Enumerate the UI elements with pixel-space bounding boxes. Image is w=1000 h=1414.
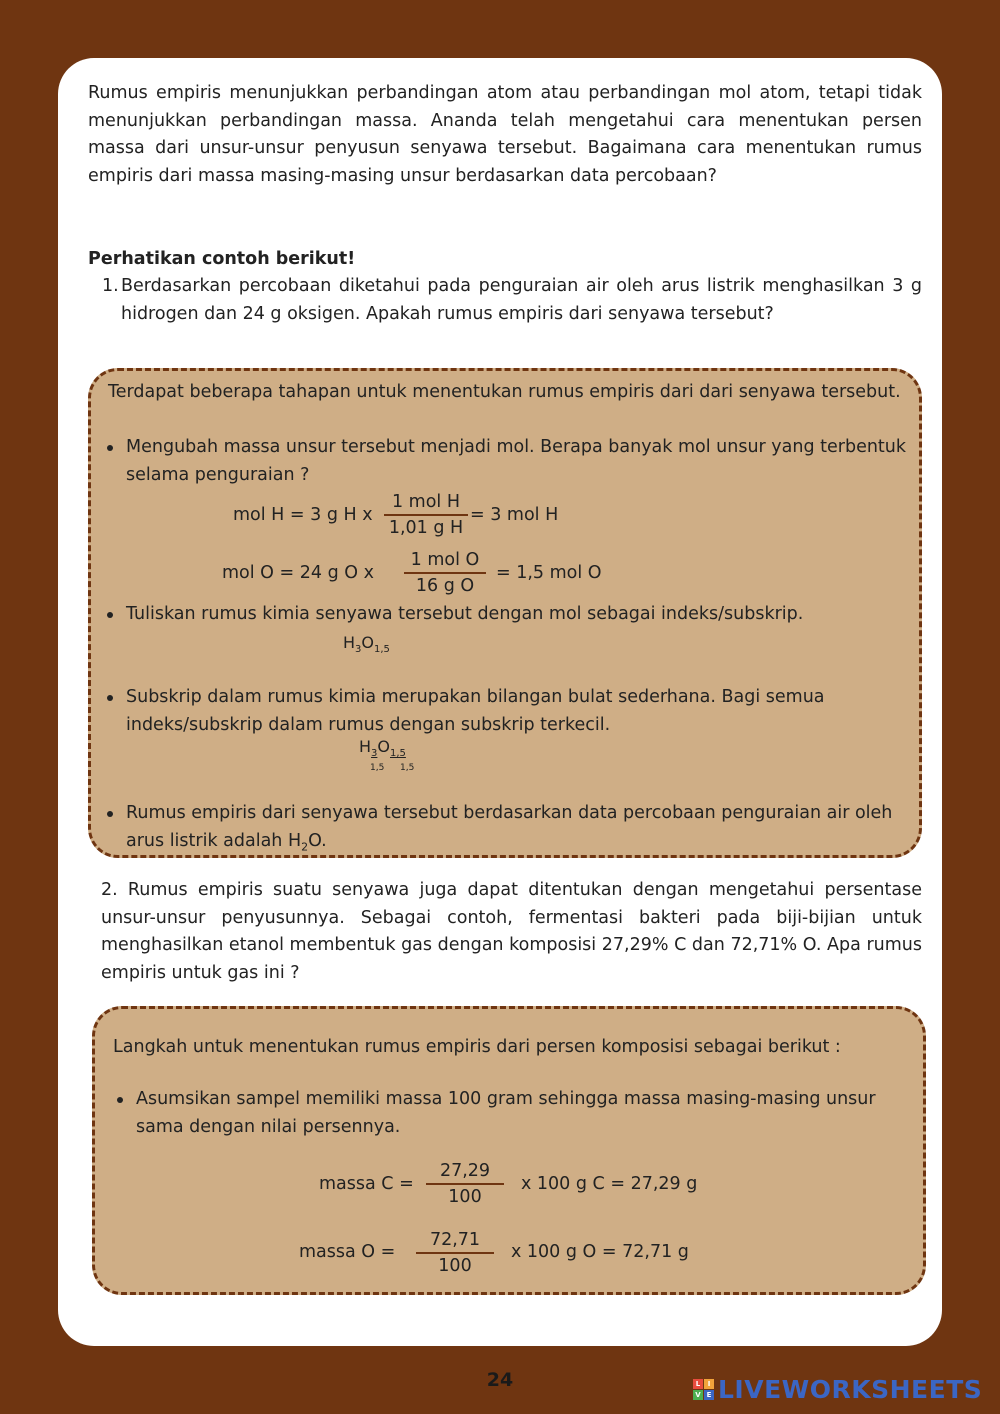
- eq-mol-h-lhs: mol H = 3 g H x: [233, 505, 373, 525]
- logo-grid-icon: [693, 1379, 714, 1400]
- eq-massa-c-fraction: [426, 1160, 504, 1208]
- eq-mol-o-rhs: = 1,5 mol O: [496, 563, 602, 583]
- logo-letter-l: L: [693, 1379, 703, 1389]
- section-heading: Perhatikan contoh berikut!: [88, 249, 356, 269]
- eq-mol-h-fraction: [384, 491, 468, 539]
- logo-text: LIVEWORKSHEETS: [718, 1374, 983, 1404]
- bullet4-end: O.: [308, 830, 327, 851]
- eq-massa-o-denominator: 100: [438, 1256, 472, 1276]
- box1-bullet-1: Mengubah massa unsur tersebut menjadi mol. Berapa banyak mol unsur yang terbentuk selama penguraian ?: [126, 434, 906, 489]
- box2-bullet-1: Asumsikan sampel memiliki massa 100 gram sehingga massa masing-masing unsur sama dengan nilai persennya.: [136, 1086, 906, 1141]
- formula-o-sub: 1,5: [374, 644, 390, 656]
- logo-letter-v: V: [693, 1390, 703, 1400]
- intro-paragraph: Rumus empiris menunjukkan perbandingan atom atau perbandingan mol atom, tetapi tidak menunjukkan perbandingan massa. Ananda telah mengetahui cara menentukan persen massa dari unsur-unsur penyusun senyawa tersebut. Bagaimana cara menentukan rumus empiris dari massa masing-masing unsur berdasarkan data percobaan?: [88, 83, 922, 186]
- box1-bullet-3: Subskrip dalam rumus kimia merupakan bilangan bulat sederhana. Bagi semua indeks/subskrip dalam rumus dengan subskrip terkecil.: [126, 684, 906, 739]
- bullet4-text: Rumus empiris dari senyawa tersebut berdasarkan data percobaan penguraian air oleh arus listrik adalah H: [126, 803, 893, 851]
- formula-o: O: [361, 633, 374, 652]
- eq-mol-o-denominator: 16 g O: [415, 576, 475, 596]
- liveworksheets-logo[interactable]: [693, 1372, 982, 1406]
- divisor-2: 1,5: [400, 763, 415, 773]
- example1-number: 1.: [102, 276, 119, 296]
- formula-divided: [359, 737, 406, 759]
- box2-intro: Langkah untuk menentukan rumus empiris dari persen komposisi sebagai berikut :: [113, 1037, 841, 1057]
- eq-massa-c-numerator: 27,29: [426, 1160, 504, 1185]
- eq-massa-c-denominator: 100: [448, 1187, 482, 1207]
- logo-letter-i: I: [704, 1379, 714, 1389]
- eq-massa-c-rhs: x 100 g C = 27,29 g: [521, 1174, 698, 1194]
- example2-paragraph: 2. Rumus empiris suatu senyawa juga dapat ditentukan dengan mengetahui persentase unsur-unsur penyusunnya. Sebagai contoh, fermentasi bakteri pada biji-bijian untuk menghasilkan etanol membentuk gas dengan komposisi 27,29% C dan 72,71% O. Apa rumus empiris untuk gas ini ?: [101, 880, 922, 983]
- logo-letter-e: E: [704, 1390, 714, 1400]
- divisor-1: 1,5: [370, 763, 385, 773]
- page-number: 24: [486, 1369, 514, 1391]
- eq-mol-h-denominator: 1,01 g H: [388, 518, 464, 538]
- eq-massa-o-rhs: x 100 g O = 72,71 g: [511, 1242, 689, 1262]
- formula-h-sub: 3: [355, 644, 362, 656]
- eq-massa-o-numerator: 72,71: [416, 1229, 494, 1254]
- eq-mol-o-lhs: mol O = 24 g O x: [222, 563, 374, 583]
- eq-massa-c-lhs: massa C =: [319, 1174, 414, 1194]
- formula2-h-sub: 3: [371, 748, 378, 760]
- box1-bullet-2: Tuliskan rumus kimia senyawa tersebut dengan mol sebagai indeks/subskrip.: [126, 601, 906, 629]
- example1-question: Berdasarkan percobaan diketahui pada penguraian air oleh arus listrik menghasilkan 3 g hidrogen dan 24 g oksigen. Apakah rumus empiris dari senyawa tersebut?: [121, 276, 922, 324]
- eq-massa-o-lhs: massa O =: [299, 1242, 396, 1262]
- eq-mol-o-fraction: [404, 549, 486, 597]
- box1-intro: Terdapat beberapa tahapan untuk menentukan rumus empiris dari dari senyawa tersebut.: [108, 382, 901, 402]
- eq-mol-h-rhs: = 3 mol H: [470, 505, 559, 525]
- box1-bullet-4: [126, 800, 906, 861]
- formula-h: H: [343, 633, 356, 652]
- formula2-o-sub: 1,5: [390, 748, 406, 760]
- formula2-o: O: [377, 737, 390, 756]
- formula2-h: H: [359, 737, 372, 756]
- eq-massa-o-fraction: [416, 1229, 494, 1277]
- bullet4-sub: 2: [301, 840, 309, 853]
- eq-mol-h-numerator: 1 mol H: [384, 491, 468, 516]
- eq-mol-o-numerator: 1 mol O: [404, 549, 486, 574]
- formula-h3o15: [343, 633, 390, 655]
